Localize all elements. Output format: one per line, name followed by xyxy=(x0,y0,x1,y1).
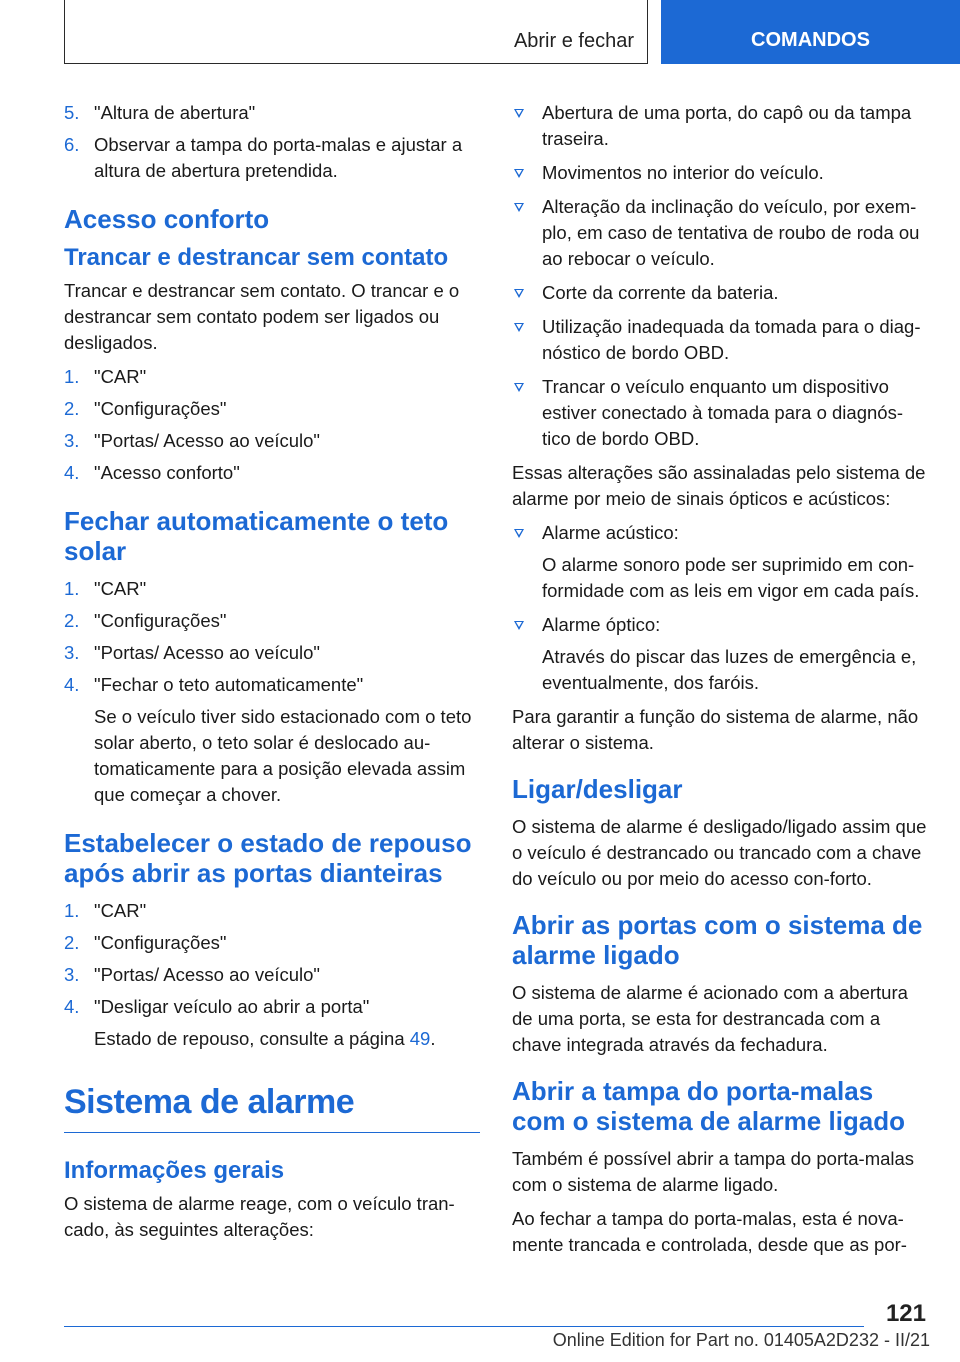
list-item: 3. "Portas/ Acesso ao veículo" xyxy=(64,642,321,663)
info-paragraph: O sistema de alarme reage, com o veículo tran-cado, às seguintes alterações: xyxy=(64,1193,455,1240)
trancar-steps-list xyxy=(64,364,480,486)
tampa-paragraph-2: Ao fechar a tampa do porta-malas, esta é nova-mente trancada e controlada, desde que as por- xyxy=(512,1208,907,1255)
list-item: 5. "Altura de abertura" xyxy=(64,102,256,123)
tampa-heading: Abrir a tampa do porta-malas com o sistema de alarme ligado xyxy=(512,1076,906,1136)
right-column xyxy=(512,100,928,1266)
fechar-steps-list xyxy=(64,576,480,698)
list-item: 2. "Configurações" xyxy=(64,398,227,419)
list-item: Corte da corrente da bateria. xyxy=(512,280,928,306)
list-item: Abertura de uma porta, do capô ou da tampa traseira. xyxy=(512,100,928,152)
list-item: Trancar o veículo enquanto um dispositivo estiver conectado à tomada para o diagnós-tico de bordo OBD. xyxy=(512,374,928,452)
alarm-types-list xyxy=(512,520,928,696)
fechar-note: Se o veículo tiver sido estacionado com o teto solar aberto, o teto solar é deslocado au-tomaticamente para a posição elevada assim que começar a chover. xyxy=(94,706,472,805)
page-link[interactable]: 49 xyxy=(409,1028,431,1049)
list-item: 1. "CAR" xyxy=(64,366,147,387)
list-item: 4. "Fechar o teto automaticamente" xyxy=(64,674,364,695)
bullet-triangle-icon xyxy=(514,203,524,212)
tampa-paragraph-1: Também é possível abrir a tampa do porta-malas com o sistema de alarme ligado. xyxy=(512,1148,915,1195)
info-heading: Informações gerais xyxy=(64,1157,285,1184)
bullet-triangle-icon xyxy=(514,383,524,392)
portas-paragraph: O sistema de alarme é acionado com a abertura de uma porta, se esta for destrancada com a chave integrada através da fechadura. xyxy=(512,982,908,1055)
left-column xyxy=(64,100,480,1251)
list-item: 4. "Acesso conforto" xyxy=(64,462,240,483)
bullet-triangle-icon xyxy=(514,323,524,332)
list-item: 2. "Configurações" xyxy=(64,932,227,953)
bullet-triangle-icon xyxy=(514,289,524,298)
repouso-heading: Estabelecer o estado de repouso após abrir as portas dianteiras xyxy=(64,828,472,888)
trancar-heading: Trancar e destrancar sem contato xyxy=(64,244,449,271)
bullet-triangle-icon xyxy=(514,109,524,118)
edition-note: Online Edition for Part no. 01405A2D232 - II/21 xyxy=(552,1330,930,1350)
repouso-note: Estado de repouso, consulte a página 49. xyxy=(94,1028,436,1049)
chapter-tab xyxy=(661,0,960,64)
list-item: 3. "Portas/ Acesso ao veículo" xyxy=(64,964,321,985)
list-item: 2. "Configurações" xyxy=(64,610,227,631)
footer-divider xyxy=(64,1326,864,1327)
chapter-label: COMANDOS xyxy=(751,28,870,51)
guarantee-paragraph: Para garantir a função do sistema de alarme, não alterar o sistema. xyxy=(512,706,919,753)
page-number: 121 xyxy=(885,1300,926,1327)
fechar-heading: Fechar automaticamente o teto solar xyxy=(64,506,449,566)
ligar-heading: Ligar/desligar xyxy=(512,774,683,804)
alarme-heading: Sistema de alarme xyxy=(64,1082,480,1133)
trancar-paragraph: Trancar e destrancar sem contato. O trancar e o destrancar sem contato podem ser ligados ou desligados. xyxy=(64,280,460,353)
list-item: Alarme óptico: Através do piscar das luzes de emergência e, eventualmente, dos faróis. xyxy=(512,612,928,696)
portas-heading: Abrir as portas com o sistema de alarme ligado xyxy=(512,910,923,970)
ligar-paragraph: O sistema de alarme é desligado/ligado assim que o veículo é destrancado ou trancado com a chave do veículo ou por meio do acesso con-forto. xyxy=(512,816,927,889)
list-item: 1. "CAR" xyxy=(64,900,147,921)
list-item: Alarme acústico: O alarme sonoro pode ser suprimido em con-formidade com as leis em vigor em cada país. xyxy=(512,520,928,604)
list-item: Alteração da inclinação do veículo, por exem-plo, em caso de tentativa de roubo de roda ou ao rebocar o veículo. xyxy=(512,194,928,272)
list-item: 3. "Portas/ Acesso ao veículo" xyxy=(64,430,321,451)
bullet-triangle-icon xyxy=(514,621,524,630)
list-item: 4. "Desligar veículo ao abrir a porta" xyxy=(64,996,370,1017)
section-title: Abrir e fechar xyxy=(513,30,634,52)
repouso-steps-list xyxy=(64,898,480,1020)
list-item: 6. Observar a tampa do porta-malas e ajustar a altura de abertura pretendida. xyxy=(64,134,463,181)
list-item: Utilização inadequada da tomada para o diag-nóstico de bordo OBD. xyxy=(512,314,928,366)
bullet-triangle-icon xyxy=(514,169,524,178)
signals-paragraph: Essas alterações são assinaladas pelo sistema de alarme por meio de sinais ópticos e acústicos: xyxy=(512,462,926,509)
list-item: Movimentos no interior do veículo. xyxy=(512,160,928,186)
list-item: 1. "CAR" xyxy=(64,578,147,599)
changes-list xyxy=(512,100,928,452)
acesso-heading: Acesso conforto xyxy=(64,204,270,234)
bullet-triangle-icon xyxy=(514,529,524,538)
top-steps-list xyxy=(64,100,480,184)
